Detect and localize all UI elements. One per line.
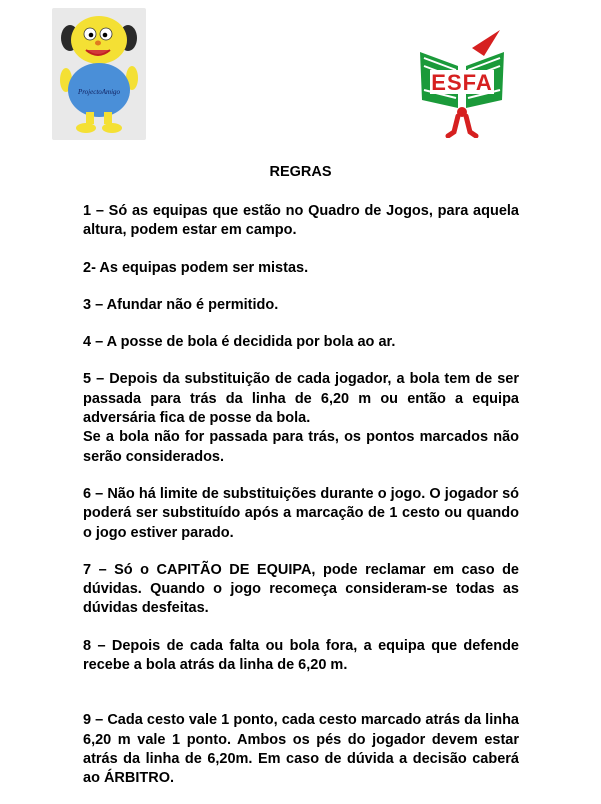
esfa-letters: ESFA xyxy=(431,70,493,95)
rule-3: 3 – Afundar não é permitido. xyxy=(83,296,279,313)
page-title: REGRAS xyxy=(269,164,332,180)
projecto-amigo-logo xyxy=(52,8,146,140)
esfa-logo xyxy=(414,26,510,138)
school-emblem-icon xyxy=(414,26,510,138)
rule-5-extra: Se a bola não for passada para trás, os pontos marcados não serão considerados. xyxy=(83,429,519,465)
mascot-label: ProjectoAmigo xyxy=(77,88,121,96)
rule-9: 9 – Cada cesto vale 1 ponto, cada cesto marcado atrás da linha 6,20 m vale 1 ponto. Ambos os pés do jogador devem estar atrás da linha de 6,20m. Em caso de dúvida a decisão caberá ao ÁRBITRO. xyxy=(83,712,519,787)
rule-1: 1 – Só as equipas que estão no Quadro de Jogos, para aquela altura, podem estar em campo. xyxy=(83,203,519,239)
rule-4: 4 – A posse de bola é decidida por bola ao ar. xyxy=(83,334,396,351)
rule-7: 7 – Só o CAPITÃO DE EQUIPA, pode reclamar em caso de dúvidas. Quando o jogo recomeça consideram-se todas as dúvidas desfeitas. xyxy=(83,561,519,617)
rules-list xyxy=(83,202,519,789)
rule-5: 5 – Depois da substituição de cada jogador, a bola tem de ser passada para trás da linha de 6,20 m ou então a equipa adversária fica de posse da bola. xyxy=(83,371,519,427)
rule-8: 8 – Depois de cada falta ou bola fora, a equipa que defende recebe a bola atrás da linha de 6,20 m. xyxy=(83,637,519,674)
rule-2: 2- As equipas podem ser mistas. xyxy=(83,259,309,276)
mascot-icon xyxy=(52,8,146,140)
rule-6: 6 – Não há limite de substituições durante o jogo. O jogador só poderá ser substituído após a marcação de 1 cesto ou quando o jogo estiver parado. xyxy=(83,485,519,541)
